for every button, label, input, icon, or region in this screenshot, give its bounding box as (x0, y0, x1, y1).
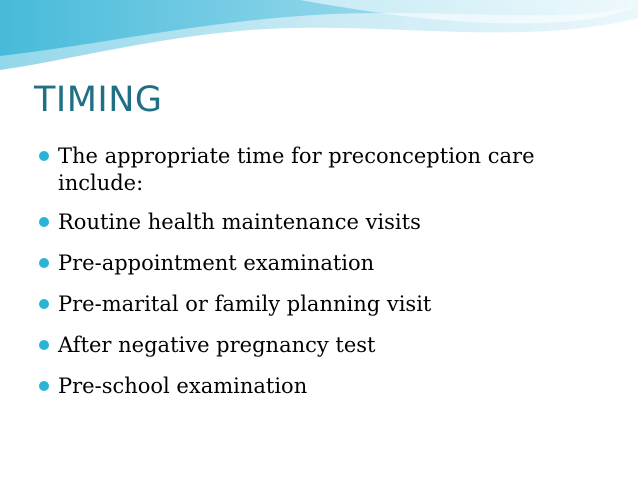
bullet-text: Pre-appointment examination (58, 251, 375, 275)
bullet-text: Pre-school examination (58, 374, 308, 398)
bullet-item (36, 291, 616, 318)
circle-bullet-icon (39, 340, 49, 350)
circle-bullet-icon (39, 258, 49, 268)
circle-bullet-icon (39, 151, 49, 161)
header-wave-decoration (0, 0, 638, 80)
bullet-item (36, 143, 616, 197)
bullet-list (36, 143, 616, 414)
slide-title: TIMING (34, 80, 163, 120)
bullet-text: Routine health maintenance visits (58, 210, 421, 234)
circle-bullet-icon (39, 381, 49, 391)
bullet-item (36, 209, 616, 236)
bullet-text: Pre-marital or family planning visit (58, 292, 432, 316)
circle-bullet-icon (39, 299, 49, 309)
bullet-item (36, 250, 616, 277)
bullet-text: The appropriate time for preconception care include: (58, 144, 535, 195)
bullet-item (36, 373, 616, 400)
bullet-item (36, 332, 616, 359)
bullet-text: After negative pregnancy test (58, 333, 376, 357)
circle-bullet-icon (39, 217, 49, 227)
